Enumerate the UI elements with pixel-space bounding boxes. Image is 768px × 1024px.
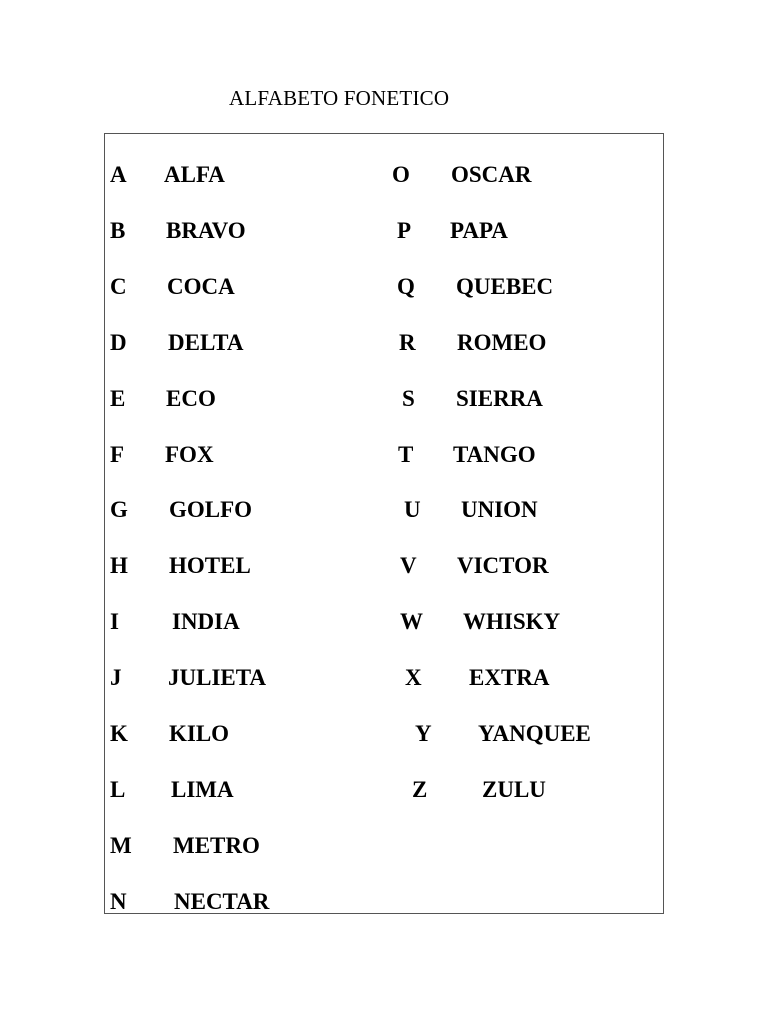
letter-h: H <box>110 553 128 578</box>
codeword-y: YANQUEE <box>478 721 591 746</box>
codeword-l: LIMA <box>171 777 234 802</box>
letter-v: V <box>400 553 417 578</box>
codeword-z: ZULU <box>482 777 546 802</box>
codeword-i: INDIA <box>172 609 240 634</box>
codeword-d: DELTA <box>168 330 244 355</box>
codeword-s: SIERRA <box>456 386 543 411</box>
letter-z: Z <box>412 777 428 802</box>
codeword-a: ALFA <box>164 162 225 187</box>
letter-e: E <box>110 386 126 411</box>
codeword-p: PAPA <box>450 218 508 243</box>
letter-n: N <box>110 889 127 914</box>
codeword-j: JULIETA <box>168 665 266 690</box>
codeword-n: NECTAR <box>174 889 270 914</box>
letter-d: D <box>110 330 127 355</box>
codeword-h: HOTEL <box>169 553 251 578</box>
codeword-k: KILO <box>169 721 230 746</box>
letter-w: W <box>400 609 423 634</box>
letter-j: J <box>110 665 122 690</box>
letter-x: X <box>405 665 422 690</box>
letter-s: S <box>402 386 415 411</box>
letter-q: Q <box>397 274 415 299</box>
codeword-m: METRO <box>173 833 260 858</box>
codeword-r: ROMEO <box>457 330 547 355</box>
letter-r: R <box>399 330 416 355</box>
codeword-v: VICTOR <box>457 553 549 578</box>
letter-c: C <box>110 274 127 299</box>
letter-g: G <box>110 497 128 522</box>
codeword-x: EXTRA <box>469 665 550 690</box>
letter-l: L <box>110 777 126 802</box>
letter-k: K <box>110 721 128 746</box>
codeword-g: GOLFO <box>169 497 253 522</box>
letter-p: P <box>397 218 412 243</box>
letter-m: M <box>110 833 132 858</box>
letter-b: B <box>110 218 126 243</box>
letter-y: Y <box>415 721 432 746</box>
letter-i: I <box>110 609 119 634</box>
codeword-o: OSCAR <box>451 162 532 187</box>
codeword-f: FOX <box>165 442 214 467</box>
codeword-c: COCA <box>167 274 235 299</box>
letter-f: F <box>110 442 125 467</box>
letter-a: A <box>110 162 127 187</box>
codeword-w: WHISKY <box>463 609 561 634</box>
codeword-q: QUEBEC <box>456 274 554 299</box>
codeword-b: BRAVO <box>166 218 246 243</box>
letter-t: T <box>398 442 414 467</box>
codeword-u: UNION <box>461 497 538 522</box>
page-title: ALFABETO FONETICO <box>229 86 450 110</box>
letter-o: O <box>392 162 410 187</box>
codeword-t: TANGO <box>453 442 536 467</box>
codeword-e: ECO <box>166 386 216 411</box>
letter-u: U <box>404 497 421 522</box>
